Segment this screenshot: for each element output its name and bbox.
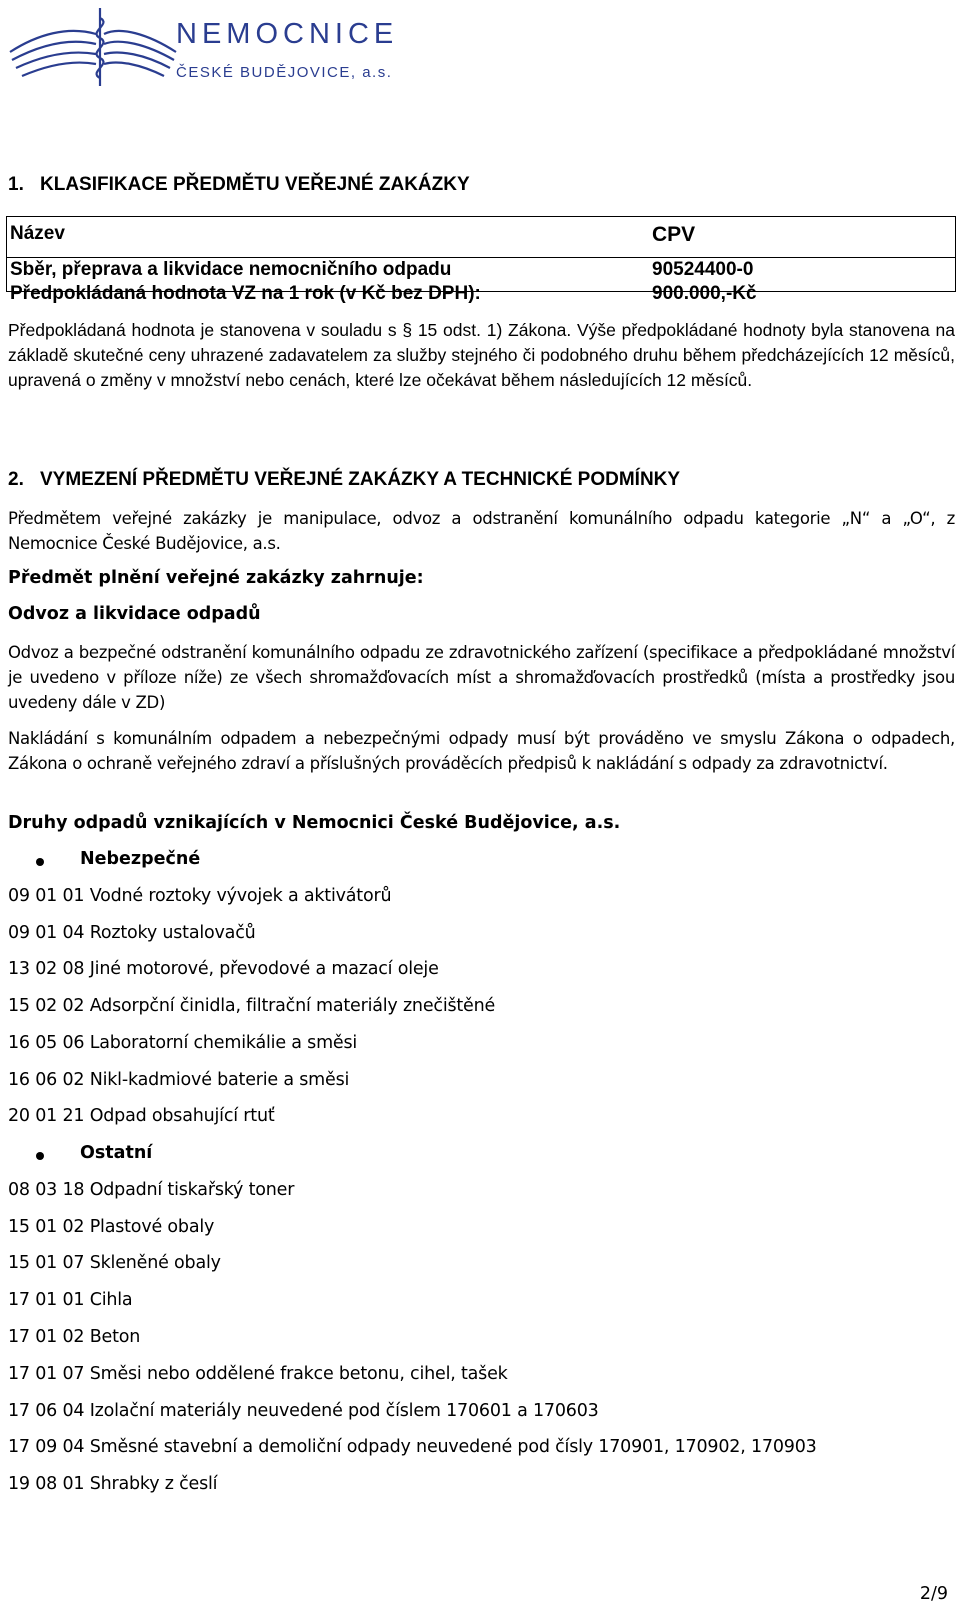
list-item: 17 01 02 Beton: [8, 1327, 141, 1347]
row-name: Předpokládaná hodnota VZ na 1 rok (v Kč bez DPH):: [10, 283, 481, 304]
bullet-dot-icon: [36, 858, 44, 866]
scope-heading: Předmět plnění veřejné zakázky zahrnuje:: [8, 568, 424, 588]
row-value: 900.000,-Kč: [652, 283, 757, 304]
transport-heading: Odvoz a likvidace odpadů: [8, 604, 261, 624]
list-item: 16 06 02 Nikl-kadmiové baterie a směsi: [8, 1070, 350, 1090]
list-item: 17 01 01 Cihla: [8, 1290, 133, 1310]
caduceus-wings-icon: [8, 4, 178, 88]
list-item: 17 01 07 Směsi nebo oddělené frakce betonu, cihel, tašek: [8, 1364, 508, 1384]
section2-heading: [8, 469, 680, 491]
row-value: 90524400-0: [652, 259, 754, 280]
list-item: 09 01 01 Vodné roztoky vývojek a aktivátorů: [8, 886, 392, 906]
row-name: Sběr, přeprava a likvidace nemocničního odpadu: [10, 259, 452, 280]
list-item: 09 01 04 Roztoky ustalovačů: [8, 923, 256, 943]
list-item: 19 08 01 Shrabky z česlí: [8, 1474, 218, 1494]
table-divider: [7, 257, 955, 258]
list-item: 17 06 04 Izolační materiály neuvedené pod číslem 170601 a 170603: [8, 1401, 599, 1421]
section1-title: KLASIFIKACE PŘEDMĚTU VEŘEJNÉ ZAKÁZKY: [40, 174, 470, 195]
estimated-value-paragraph: Předpokládaná hodnota je stanovena v souladu s § 15 odst. 1) Zákona. Výše předpokládané hodnoty byla stanovena na základě skutečné ceny uhrazené zadavatelem za služby stejného či podobného druhu během předcházejících 12 měsíců, upravená o změny v množství nebo cenách, které lze očekávat během následujících 12 měsíců.: [8, 320, 955, 390]
list-item: 08 03 18 Odpadní tiskařský toner: [8, 1180, 295, 1200]
page-number: 2/9: [919, 1584, 948, 1604]
list-item: 15 01 07 Skleněné obaly: [8, 1253, 221, 1273]
hazardous-label: Nebezpečné: [80, 849, 201, 869]
logo-city: ČESKÉ BUDĚJOVICE, a.s.: [176, 64, 393, 81]
hospital-logo: [8, 4, 448, 88]
section1-number: 1.: [8, 174, 24, 195]
other-label: Ostatní: [80, 1143, 153, 1163]
col-name-header: Název: [10, 223, 65, 244]
section2-number: 2.: [8, 469, 24, 490]
subject-intro-paragraph: Předmětem veřejné zakázky je manipulace, odvoz a odstranění komunálního odpadu kategorie „N“ a „O“, z Nemocnice České Budějovice, a.s.: [8, 509, 955, 553]
list-item: 17 09 04 Směsné stavební a demoliční odpady neuvedené pod čísly 170901, 170902, 170903: [8, 1437, 817, 1457]
transport-paragraph: Odvoz a bezpečné odstranění komunálního odpadu ze zdravotnického zařízení (specifikace a předpokládané množství je uvedeno v příloze níže) ze všech shromažďovacích míst a shromažďovacích prostředků (místa a prostředky jsou uvedeny dále v ZD): [8, 643, 955, 712]
section2-title: VYMEZENÍ PŘEDMĚTU VEŘEJNÉ ZAKÁZKY A TECHNICKÉ PODMÍNKY: [40, 469, 681, 490]
classification-table: [6, 216, 956, 304]
list-item: 15 02 02 Adsorpční činidla, filtrační materiály znečištěné: [8, 996, 496, 1016]
waste-types-heading: Druhy odpadů vznikajících v Nemocnici České Budějovice, a.s.: [8, 813, 621, 833]
bullet-dot-icon: [36, 1152, 44, 1160]
handling-paragraph: Nakládání s komunálním odpadem a nebezpečnými odpady musí být prováděno ve smyslu Zákona o odpadech, Zákona o ochraně veřejného zdraví a příslušných prováděcích předpisů k nakládání s odpady za zdravotnictví.: [8, 729, 955, 773]
col-cpv-header: CPV: [652, 223, 696, 246]
list-item: 20 01 21 Odpad obsahující rtuť: [8, 1106, 275, 1126]
logo-name: NEMOCNICE: [176, 18, 399, 50]
list-item: 16 05 06 Laboratorní chemikálie a směsi: [8, 1033, 358, 1053]
list-item: 15 01 02 Plastové obaly: [8, 1217, 215, 1237]
section1-heading: [8, 174, 470, 196]
list-item: 13 02 08 Jiné motorové, převodové a mazací oleje: [8, 959, 439, 979]
